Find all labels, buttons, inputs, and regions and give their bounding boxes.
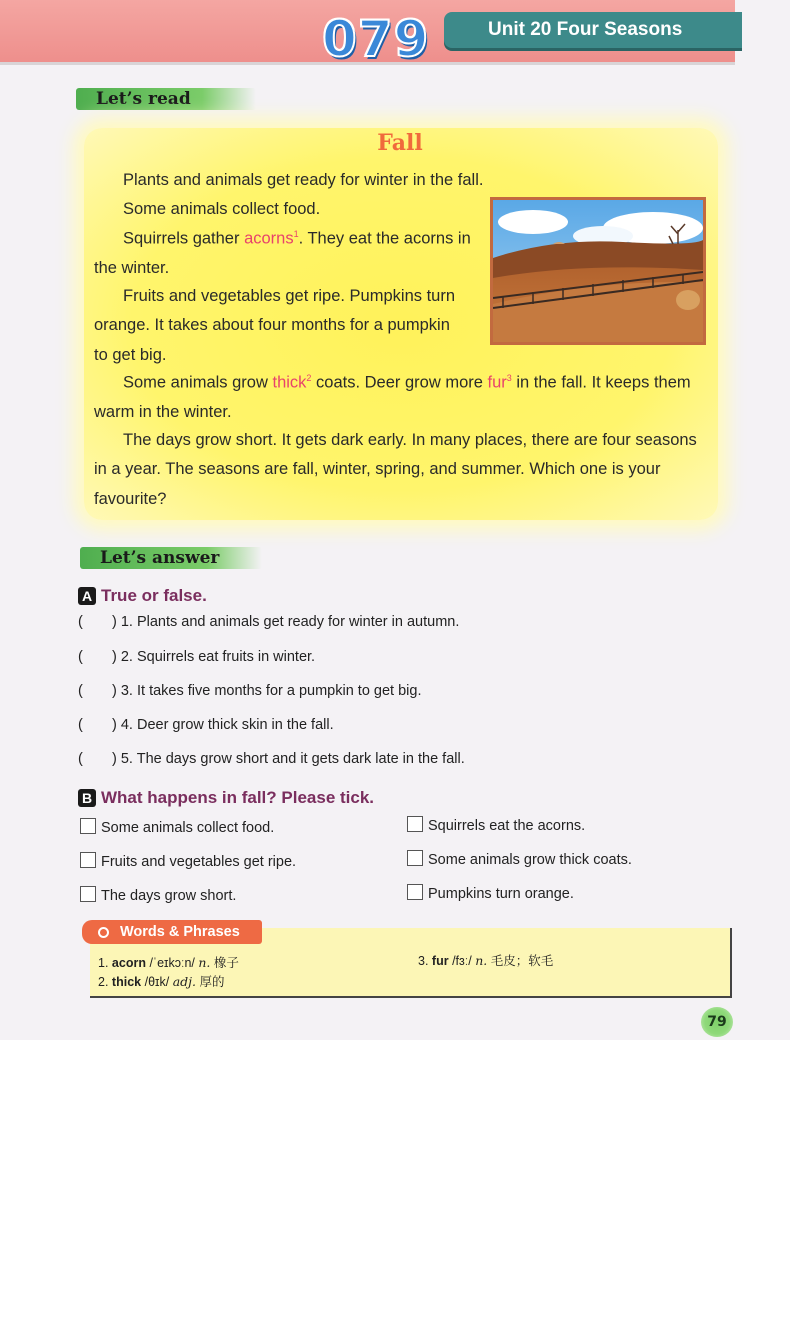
tf-question[interactable]: ( ) 3. It takes five months for a pumpkin to get big. — [78, 683, 422, 699]
reading-line: favourite? — [94, 490, 167, 508]
reading-line: Plants and animals get ready for winter in the fall. — [123, 171, 484, 189]
section-a-badge: A — [78, 587, 96, 605]
tick-option[interactable]: Fruits and vegetables get ripe. — [80, 852, 296, 870]
words-phrases-label: Words & Phrases — [82, 920, 262, 944]
fall-landscape-illustration — [493, 200, 703, 342]
checkbox[interactable] — [80, 818, 96, 834]
checkbox[interactable] — [80, 886, 96, 902]
reading-line: Fruits and vegetables get ripe. Pumpkins turn — [123, 287, 456, 305]
bullet-circle-icon — [98, 927, 109, 938]
tick-option[interactable]: Some animals grow thick coats. — [407, 850, 632, 868]
reading-line: Some animals collect food. — [123, 200, 321, 218]
vocab-entry: 2. thick /θɪk/ adj. 厚的 — [98, 974, 225, 989]
tf-question[interactable]: ( ) 5. The days grow short and it gets dark late in the fall. — [78, 751, 465, 767]
reading-line: Some animals grow thick$^2$ coats. Deer grow more fur$^3$ in the fall. It keeps them — [123, 373, 691, 392]
checkbox[interactable] — [80, 852, 96, 868]
checkbox[interactable] — [407, 850, 423, 866]
vocab-entry: 3. fur /fɜː/ n. 毛皮；软毛 — [418, 953, 554, 968]
vocab-fur: fur — [487, 373, 507, 392]
reading-line: in a year. The seasons are fall, winter, spring, and summer. Which one is your — [94, 460, 661, 478]
section-b-title: B What happens in fall? Please tick. — [78, 788, 374, 808]
vocab-entry: 1. acorn /ˈeɪkɔːn/ n. 橡子 — [98, 955, 239, 970]
tick-option[interactable]: Squirrels eat the acorns. — [407, 816, 585, 834]
checkbox[interactable] — [407, 884, 423, 900]
tf-question[interactable]: ( ) 4. Deer grow thick skin in the fall. — [78, 717, 334, 733]
checkbox[interactable] — [407, 816, 423, 832]
reading-line: The days grow short. It gets dark early. In many places, there are four seasons — [123, 431, 697, 449]
tick-option[interactable]: Some animals collect food. — [80, 818, 274, 836]
fall-landscape-image — [490, 197, 706, 345]
vocab-thick: thick — [272, 373, 307, 392]
reading-line: the winter. — [94, 259, 170, 277]
reading-line: warm in the winter. — [94, 403, 232, 421]
page-number: 79 — [701, 1007, 733, 1037]
lesson-number: 079 — [322, 10, 430, 68]
lets-answer-banner: Let’s answer — [80, 547, 262, 569]
reading-line: Squirrels gather acorns$^1$. They eat the acorns in — [123, 229, 471, 248]
section-b-badge: B — [78, 789, 96, 807]
tf-question[interactable]: ( ) 1. Plants and animals get ready for winter in autumn. — [78, 614, 460, 630]
vocab-acorns: acorns — [244, 229, 294, 248]
reading-title: Fall — [377, 130, 423, 156]
tick-option[interactable]: Pumpkins turn orange. — [407, 884, 574, 902]
lets-read-banner: Let’s read — [76, 88, 256, 110]
tick-option[interactable]: The days grow short. — [80, 886, 236, 904]
unit-title: Unit 20 Four Seasons — [444, 12, 742, 48]
reading-line: to get big. — [94, 346, 167, 364]
section-a-title: A True or false. — [78, 586, 207, 606]
tf-question[interactable]: ( ) 2. Squirrels eat fruits in winter. — [78, 649, 316, 665]
reading-line: orange. It takes about four months for a pumpkin — [94, 316, 450, 334]
